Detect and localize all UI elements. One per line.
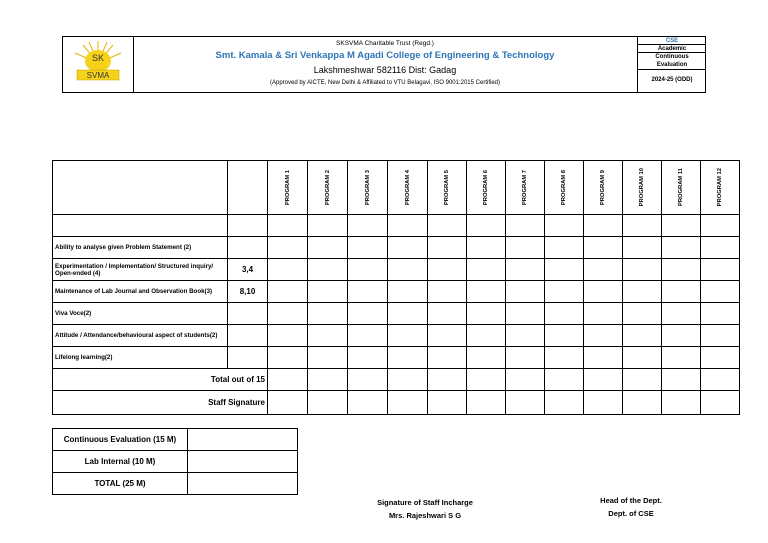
summary-value (188, 451, 298, 473)
program-header-row (53, 161, 740, 215)
hod-signature-block (566, 494, 696, 520)
criterion-label: Lifelong learning(2) (53, 347, 228, 369)
header-continuous: Continuous (655, 54, 689, 60)
dept-code: CSE (638, 37, 706, 45)
academic-year: 2024-25 (ODD) (651, 77, 693, 83)
summary-value (188, 429, 298, 451)
program-header: PROGRAM 9 (584, 161, 623, 215)
summary-table (52, 428, 298, 495)
program-header: PROGRAM 3 (348, 161, 388, 215)
table-row (53, 303, 740, 325)
document-header (62, 36, 706, 93)
summary-row (53, 451, 298, 473)
criterion-value: 3,4 (228, 259, 268, 281)
college-name: Smt. Kamala & Sri Venkappa M Agadi College of Engineering & Technology (215, 50, 555, 61)
program-header: PROGRAM 11 (662, 161, 701, 215)
program-header: PROGRAM 8 (545, 161, 584, 215)
summary-row (53, 429, 298, 451)
criterion-label: Experimentation / Implementation/ Structured inquiry/ Open-ended (4) (53, 259, 228, 281)
program-header: PROGRAM 12 (701, 161, 740, 215)
table-row (53, 259, 740, 281)
criterion-value (228, 303, 268, 325)
criterion-label: Viva Voce(2) (53, 303, 228, 325)
staff-signature-title: Signature of Staff Incharge (377, 498, 473, 507)
total-label: Total out of 15 (53, 369, 268, 391)
program-header: PROGRAM 4 (388, 161, 428, 215)
criterion-label: Attitude / Attendance/behavioural aspect of students(2) (53, 325, 228, 347)
criterion-value (228, 325, 268, 347)
table-row (53, 237, 740, 259)
logo-text-top: SK (91, 53, 105, 63)
college-address: Lakshmeshwar 582116 Dist: Gadag (313, 65, 457, 75)
logo-text-bottom: SVMA (86, 71, 110, 80)
hod-title: Head of the Dept. (600, 496, 662, 505)
trust-name: SKSVMA Charitable Trust (Regd.) (336, 40, 434, 47)
program-header: PROGRAM 7 (506, 161, 545, 215)
criterion-value (228, 347, 268, 369)
criterion-value: 8,10 (228, 281, 268, 303)
criterion-label: Ability to analyse given Problem Statement (2) (53, 237, 228, 259)
program-header: PROGRAM 5 (428, 161, 467, 215)
table-row (53, 281, 740, 303)
college-logo-icon (63, 37, 133, 92)
program-header: PROGRAM 2 (308, 161, 348, 215)
summary-label: Continuous Evaluation (15 M) (53, 429, 188, 451)
program-header: PROGRAM 1 (268, 161, 308, 215)
staff-signature-label: Staff Signature (53, 391, 268, 415)
table-row (53, 325, 740, 347)
header-right (637, 37, 706, 92)
staff-name: Mrs. Rajeshwari S G (388, 511, 462, 520)
header-evaluation: Evaluation (638, 61, 706, 70)
criterion-value (228, 237, 268, 259)
total-row (53, 369, 740, 391)
summary-value (188, 473, 298, 495)
staff-signature-block (360, 496, 490, 522)
criterion-label: Maintenance of Lab Journal and Observation Book(3) (53, 281, 228, 303)
college-approval: (Approved by AICTE, New Delhi & Affiliated to VTU Belagavi, ISO 9001:2015 Certified) (269, 80, 500, 86)
evaluation-table (52, 160, 740, 415)
signature-row (53, 391, 740, 415)
hod-dept: Dept. of CSE (608, 509, 654, 518)
summary-row (53, 473, 298, 495)
summary-label: TOTAL (25 M) (53, 473, 188, 495)
header-academic: Academic (638, 45, 706, 53)
table-row (53, 347, 740, 369)
summary-label: Lab Internal (10 M) (53, 451, 188, 473)
program-header: PROGRAM 6 (467, 161, 506, 215)
program-header: PROGRAM 10 (623, 161, 662, 215)
logo-cell (63, 37, 134, 92)
header-center (133, 37, 699, 92)
blank-row (53, 215, 740, 237)
